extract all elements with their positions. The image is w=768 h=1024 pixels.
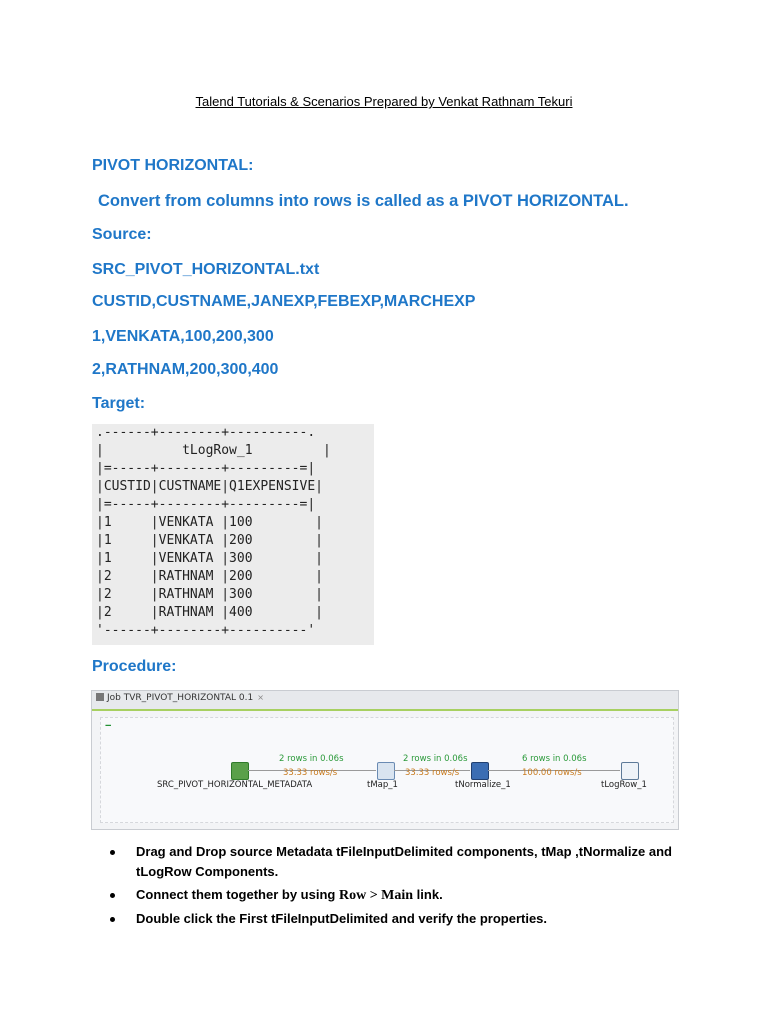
bullet-icon xyxy=(110,893,115,898)
source-file-name: SRC_PIVOT_HORIZONTAL.txt xyxy=(92,261,320,278)
talend-job-designer xyxy=(91,690,679,830)
collapse-icon[interactable]: − xyxy=(105,720,112,732)
procedure-label: Procedure: xyxy=(92,658,177,675)
list-item xyxy=(106,909,706,929)
job-icon xyxy=(96,693,104,701)
flow-row-label: 100.00 rows/s xyxy=(522,768,582,778)
normalize-icon[interactable] xyxy=(471,762,489,780)
close-icon[interactable]: × xyxy=(257,693,264,702)
component-label: tMap_1 xyxy=(367,780,398,790)
step-link-text: Row > Main xyxy=(338,888,414,903)
flow-stat: 2 rows in 0.06s xyxy=(403,754,468,764)
job-tab-title: Job TVR_PIVOT_HORIZONTAL 0.1 xyxy=(107,693,254,703)
list-item xyxy=(106,885,706,906)
log-line: |CUSTID|CUSTNAME|Q1EXPENSIVE| xyxy=(96,479,323,494)
step-text: link. xyxy=(413,887,443,902)
component-label: tNormalize_1 xyxy=(455,780,511,790)
log-line: |1 |VENKATA |100 | xyxy=(96,515,323,530)
log-line: .------+--------+----------. xyxy=(96,425,316,440)
flow-stat: 2 rows in 0.06s xyxy=(279,754,344,764)
flow-stat: 6 rows in 0.06s xyxy=(522,754,587,764)
tlogrow-output-table xyxy=(92,424,374,645)
target-label: Target: xyxy=(92,395,146,412)
file-input-icon[interactable] xyxy=(231,762,249,780)
log-line: |=-----+--------+---------=| xyxy=(96,497,316,512)
job-tab-bar xyxy=(92,691,678,711)
source-header-line: CUSTID,CUSTNAME,JANEXP,FEBEXP,MARCHEXP xyxy=(92,293,476,310)
procedure-steps xyxy=(106,842,706,932)
log-icon[interactable] xyxy=(621,762,639,780)
flow-row-label: 33.33 rows/s xyxy=(283,768,338,778)
log-line: |1 |VENKATA |200 | xyxy=(96,533,323,548)
page-title: Talend Tutorials & Scenarios Prepared by Venkat Rathnam Tekuri xyxy=(195,94,573,109)
component-label: SRC_PIVOT_HORIZONTAL_METADATA xyxy=(157,780,313,790)
log-line: |=-----+--------+---------=| xyxy=(96,461,316,476)
step-text: Double click the First tFileInputDelimited and verify the properties. xyxy=(136,911,548,926)
map-icon[interactable] xyxy=(377,762,395,780)
bullet-icon xyxy=(110,917,115,922)
log-line: |2 |RATHNAM |400 | xyxy=(96,605,323,620)
source-data-line: 2,RATHNAM,200,300,400 xyxy=(92,361,279,378)
description-text: Convert from columns into rows is called as a PIVOT HORIZONTAL. xyxy=(98,192,629,210)
log-line: | tLogRow_1 | xyxy=(96,443,331,458)
job-tab[interactable] xyxy=(96,693,264,708)
log-line: |1 |VENKATA |300 | xyxy=(96,551,323,566)
source-data-line: 1,VENKATA,100,200,300 xyxy=(92,328,274,345)
list-item xyxy=(106,842,706,882)
step-text: Drag and Drop source Metadata tFileInputDelimited components, tMap ,tNormalize and tLogRow Components. xyxy=(136,844,672,879)
log-line: '------+--------+----------' xyxy=(96,623,316,638)
component-label: tLogRow_1 xyxy=(601,780,647,790)
pivot-horizontal-heading: PIVOT HORIZONTAL: xyxy=(92,157,254,174)
log-line: |2 |RATHNAM |200 | xyxy=(96,569,323,584)
bullet-icon xyxy=(110,850,115,855)
job-canvas[interactable] xyxy=(100,717,674,823)
source-label: Source: xyxy=(92,226,152,243)
log-line: |2 |RATHNAM |300 | xyxy=(96,587,323,602)
step-text: Connect them together by using xyxy=(136,887,339,902)
flow-row-label: 33.33 rows/s xyxy=(405,768,460,778)
